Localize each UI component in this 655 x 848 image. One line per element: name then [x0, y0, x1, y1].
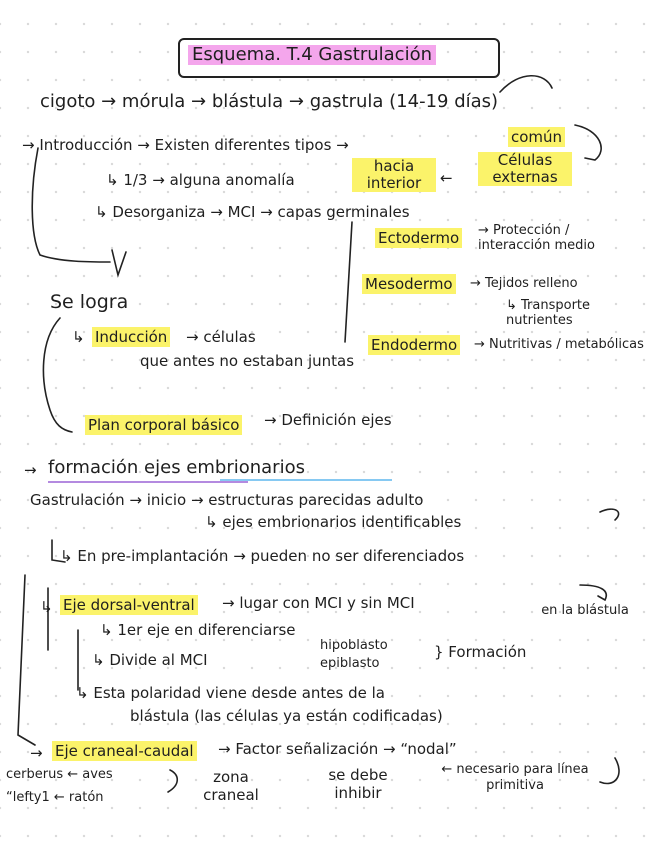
formacion-heading: formación ejes embrionarios — [48, 457, 305, 478]
plan-corporal-label: Plan corporal básico — [85, 415, 242, 435]
heading-underline-purple — [48, 481, 248, 483]
preimplantacion-line: ↳ En pre-implantación → pueden no ser diferenciados — [60, 547, 465, 565]
formacion-arrow: → — [24, 461, 37, 479]
lefty-line: “lefty1 ← ratón — [6, 790, 104, 805]
ectodermo-label: Ectodermo — [375, 228, 462, 248]
ejes-line: ↳ ejes embrionarios identificables — [205, 513, 462, 531]
comun-label: común — [508, 127, 565, 147]
polaridad-line-2: blástula (las células ya están codificadas) — [130, 707, 443, 725]
endodermo-result: → Nutritivas / metabólicas — [474, 337, 644, 352]
eje-dorsal-ventral-label: Eje dorsal-ventral — [60, 595, 198, 615]
eje-craneal-caudal-label: Eje craneal-caudal — [52, 741, 197, 761]
gastrulacion-line: Gastrulación → inicio → estructuras parecidas adulto — [30, 491, 424, 509]
cerberus-line: cerberus ← aves — [6, 767, 113, 782]
induccion-arrow: ↳ — [72, 328, 85, 346]
mesodermo-label: Mesodermo — [362, 274, 456, 294]
desorganiza-line: ↳ Desorganiza → MCI → capas germinales — [95, 203, 410, 221]
dorsal-rest: → lugar con MCI y sin MCI — [222, 594, 415, 612]
page-title: Esquema. T.4 Gastrulación — [188, 45, 436, 65]
en-la-blastula: en la blástula — [541, 603, 629, 618]
mesodermo-result-2: ↳ Transporte nutrientes — [506, 298, 591, 328]
induccion-rest: → células — [186, 328, 256, 346]
hacia-interior-label: hacia interior — [352, 158, 436, 192]
intro-line: → Introducción → Existen diferentes tipos → — [22, 136, 349, 154]
mesodermo-result: → Tejidos relleno — [470, 276, 578, 291]
epiblasto-label: epiblasto — [320, 656, 380, 671]
hipoblasto-label: hipoblasto — [320, 638, 388, 653]
induccion-label: Inducción — [92, 327, 170, 347]
zona-craneal: zona craneal — [203, 768, 259, 804]
arrow-left-glyph: ← — [440, 169, 453, 187]
heading-underline-blue — [220, 479, 392, 481]
se-debe-inhibir: se debe inhibir — [328, 766, 388, 802]
divide-mci-line: ↳ Divide al MCI — [92, 651, 208, 669]
endodermo-label: Endodermo — [368, 335, 460, 355]
formacion-brace: } Formación — [434, 643, 527, 661]
plan-corporal-rest: → Definición ejes — [264, 411, 392, 429]
anomalia-line: ↳ 1/3 → alguna anomalía — [106, 171, 295, 189]
celulas-externas-label: Células externas — [478, 152, 572, 186]
polaridad-line: ↳ Esta polaridad viene desde antes de la — [76, 684, 385, 702]
dorsal-arrow: ↳ — [40, 598, 53, 616]
necesario-line: ← necesario para línea primitiva — [441, 762, 589, 793]
primer-eje-line: ↳ 1er eje en diferenciarse — [100, 621, 296, 639]
craneal-rest: → Factor señalización → “nodal” — [218, 740, 457, 758]
induccion-detail: que antes no estaban juntas — [140, 352, 355, 370]
ectodermo-result: → Protección / interacción medio — [478, 223, 595, 253]
stage-sequence: cigoto → mórula → blástula → gastrula (14-19 días) — [40, 91, 499, 112]
craneal-arrow: → — [30, 744, 43, 762]
se-logra-label: Se logra — [50, 291, 129, 313]
